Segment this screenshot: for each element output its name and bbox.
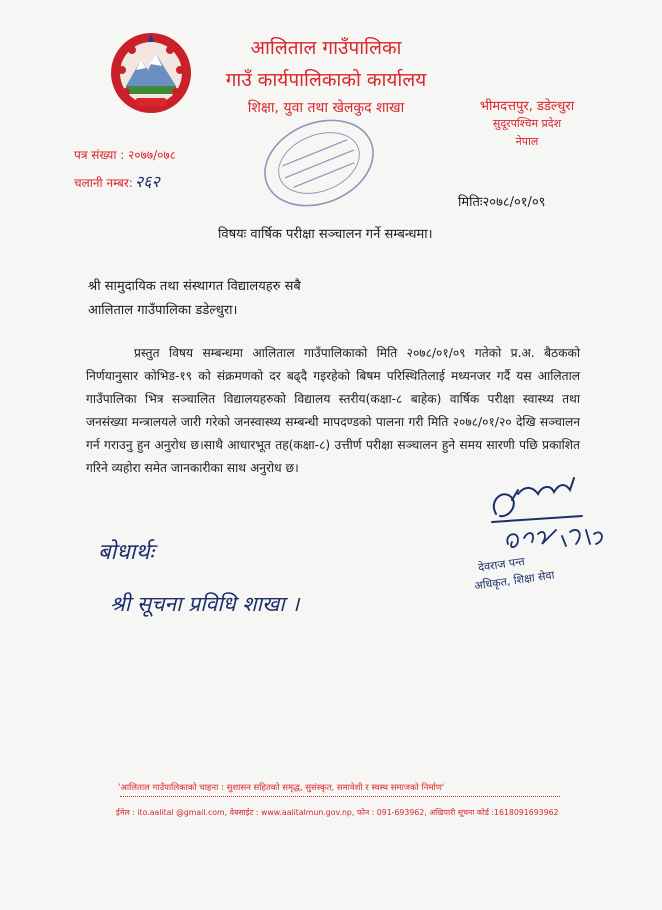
letterhead-section: शिक्षा, युवा तथा खेलकुद शाखा [247, 100, 405, 116]
address-province: सुदूरपश्चिम प्रदेश [492, 117, 562, 130]
office-stamp-icon [254, 108, 384, 218]
cc-recipient: श्री सूचना प्रविधि शाखा । [110, 592, 300, 616]
letter-date: मितिः२०७८/०१/०९ [458, 195, 546, 210]
letter-number-label: पत्र संख्या : [74, 148, 125, 162]
footer-toll-free: अखिपारी सूचना कोर्ड :16180916939​62 [429, 808, 559, 817]
footer-email: ईमेल : ito.aalital @gmail.com, [116, 808, 228, 817]
signatory-name: देवराज पन्त [477, 554, 526, 575]
dispatch-number-label: चलानी नम्बर: [74, 176, 133, 190]
recipient-line-1: श्री सामुदायिक तथा संस्थागत विद्यालयहरु सबै [88, 279, 301, 294]
recipient-line-2: आलिताल गाउँपालिका डडेल्धुरा। [88, 303, 238, 318]
address-city: भीमदत्तपुर, डडेल्धुरा [479, 99, 575, 114]
signatory-title: अधिकृत, शिक्षा सेवा [473, 568, 556, 593]
letter-number-value: २०७७/०७८ [128, 148, 176, 162]
dispatch-number-value: २६२ [134, 172, 160, 191]
nepal-emblem-icon [108, 30, 194, 116]
footer-phone: फोन : 091-693962, [356, 808, 427, 817]
letter-subject: विषयः वार्षिक परीक्षा सञ्चालन गर्ने सम्बन्धमा। [218, 227, 433, 242]
dispatch-number [74, 170, 160, 192]
footer-divider [120, 796, 560, 797]
footer-motto: 'आलिताल गाउँपालिकाको चाहना : सुशासन सहितको समृद्ध, सुसंस्कृत, समावेशी र स्वस्थ समाजको निर्माण' [118, 783, 445, 793]
cc-label: बोधार्थः [98, 540, 154, 565]
letter-number [74, 146, 176, 163]
footer-contact [116, 808, 559, 818]
footer-website: वेबसाईट : www.aalitalmun.gov.np, [229, 808, 355, 817]
address-country: नेपाल [515, 135, 539, 148]
letterhead-municipality: आलिताल गाउँपालिका [250, 37, 402, 59]
letterhead-office: गाउँ कार्यपालिकाको कार्यालय [225, 69, 427, 91]
letter-body: प्रस्तुत विषय सम्बन्धमा आलिताल गाउँपालिकाको मिति २०७८/०१/०९ गतेको प्र.अ. बैठकको निर्णयानुसार कोभिड-१९ को संक्रमणको दर बढ्दै गइरहेको बिषम परिस्थितिलाई मध्यनजर गर्दै यस आलिताल गाउँपालिका भित्र सञ्चालित विद्यालयहरुको विद्यालय स्तरीय(कक्षा-८ बाहेक) वार्षिक परीक्षा स्वास्थ्य तथा जनसंख्या मन्त्रालयले जारी गरेको जनस्वास्थ्य सम्बन्धी मापदण्डको पालना गरी मिति २०७८/०१/२० देखि सञ्चालन गर्न गराउनु हुन अनुरोध छ।साथै आधारभूत तह(कक्षा-८) उत्तीर्ण परीक्षा सञ्चालन हुने समय सारणी पछि प्रकाशित गरिने व्यहोरा समेत जानकारीका साथ अनुरोध छ। [86, 346, 580, 475]
